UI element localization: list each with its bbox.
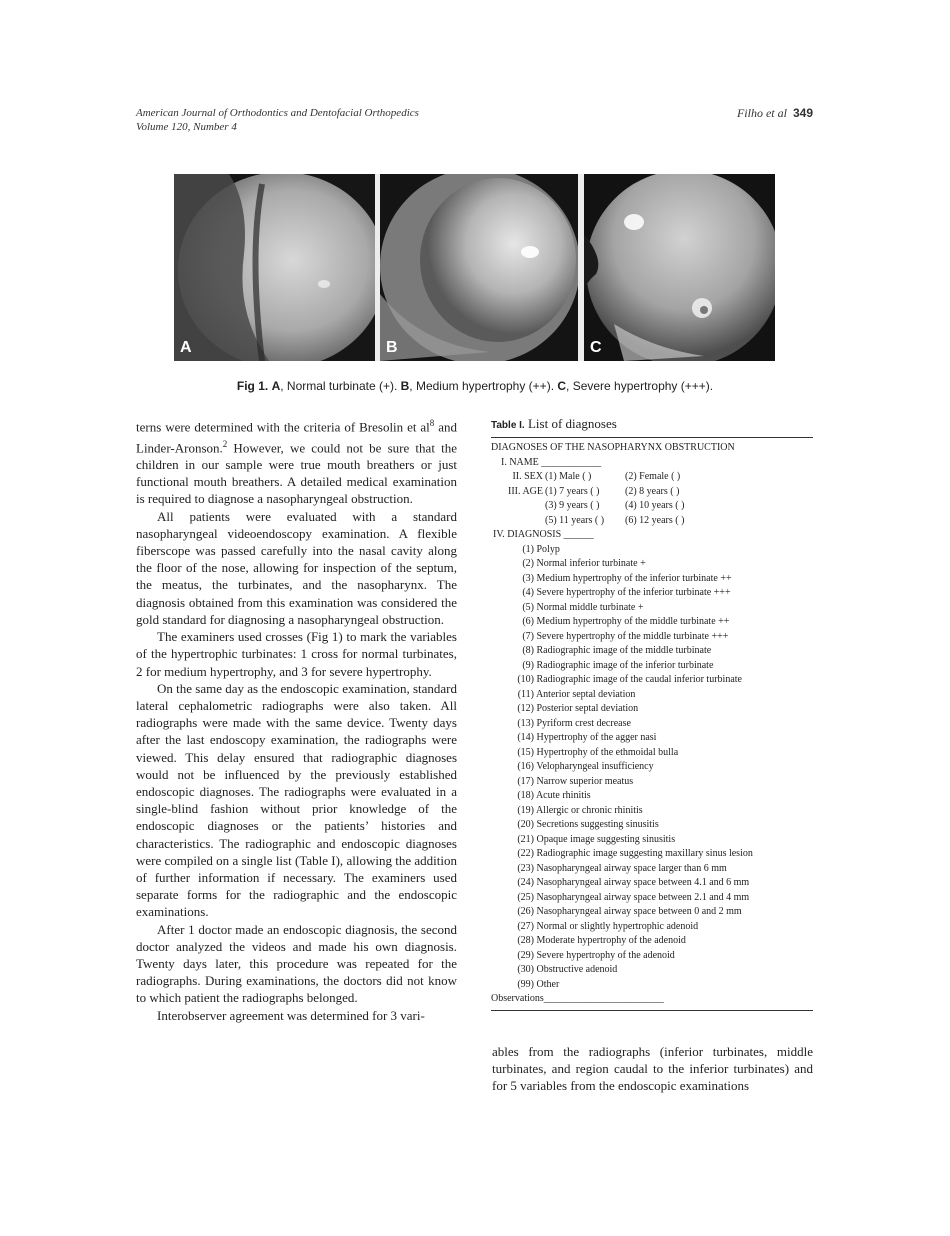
diagnosis-text: Severe hypertrophy of the inferior turbinate +++: [536, 587, 731, 598]
diagnosis-text: Moderate hypertrophy of the adenoid: [536, 935, 686, 946]
diagnosis-text: Medium hypertrophy of the middle turbinate ++: [536, 616, 730, 627]
diagnosis-number: (16): [517, 761, 534, 772]
diagnosis-number: (10): [517, 674, 534, 685]
diagnosis-number: (20): [517, 819, 534, 830]
page-number: 349: [792, 106, 813, 120]
diagnosis-text: Posterior septal deviation: [536, 703, 639, 714]
sex-option-male: (1) Male ( ): [545, 471, 592, 482]
diagnosis-number: (23): [517, 862, 534, 874]
age-row: [491, 514, 813, 529]
paragraph-1-c: However, we could not be sure that the children in our sample were true mouth breathers or just functional mouth breathers. A detailed medical examination is required to diagnose a nasopharyngeal obstruction.: [136, 439, 457, 507]
diagnosis-item: [491, 543, 813, 558]
diagnosis-text: Secretions suggesting sinusitis: [536, 819, 659, 830]
diagnosis-number: (8): [522, 645, 534, 656]
diagnosis-item: [491, 746, 813, 761]
age-option: (5) 11 years ( ): [545, 514, 605, 526]
diagnosis-number: (99): [517, 978, 534, 990]
diagnosis-number: (15): [517, 746, 534, 758]
endoscopy-image-b: [380, 174, 578, 361]
running-header-page: [737, 106, 813, 121]
caption-a-text: , Normal turbinate (+).: [280, 379, 401, 393]
diagnosis-item: [491, 949, 813, 964]
sex-label: II. SEX: [512, 471, 543, 482]
diagnosis-number: (25): [517, 891, 534, 903]
right-column-text: [492, 1043, 813, 1095]
diagnosis-text: Normal or slightly hypertrophic adenoid: [536, 920, 699, 932]
diagnosis-number: (13): [517, 717, 534, 729]
diagnosis-number: (21): [517, 833, 534, 845]
diagnosis-text: Nasopharyngeal airway space between 0 and 2 mm: [536, 906, 742, 917]
table-title-text: List of diagnoses: [527, 416, 617, 431]
caption-label: Fig 1.: [236, 379, 269, 393]
age-option: (4) 10 years ( ): [625, 500, 685, 511]
diagnosis-text: Anterior septal deviation: [535, 688, 636, 700]
sex-option-female: (2) Female ( ): [625, 471, 681, 482]
panel-letter-a: A: [180, 339, 192, 356]
table-bottom-rule: [491, 1010, 813, 1011]
table-1: [491, 416, 813, 1011]
figure-1: [174, 174, 775, 361]
diagnosis-item: [491, 934, 813, 949]
diagnosis-number: (24): [517, 877, 534, 888]
diagnosis-number: (29): [517, 949, 534, 961]
panel-letter-c: C: [590, 339, 602, 356]
diagnosis-text: Radiographic image of the middle turbinate: [536, 645, 712, 656]
paragraph-3: The examiners used crosses (Fig 1) to mark the variables of the hypertrophic turbinates: 1 cross for normal turbinates, 2 for medium hypertrophy, and 3 for severe hypertrophy.: [136, 629, 457, 679]
diagnosis-number: (5): [522, 601, 534, 613]
paragraph-2: All patients were evaluated with a standard nasopharyngeal videoendoscopy examination. A flexible fiberscope was passed carefully into the nasal cavity along the floor of the nose, allowing for inspection of the septum, the meatus, the turbinates, and the nasopharynx. The diagnosis obtained from this examination was considered the gold standard for diagnosing a nasopharyngeal obstruction.: [136, 508, 457, 627]
diagnosis-number: (11): [517, 688, 534, 700]
observations-line: Observations________________________: [491, 993, 664, 1004]
diagnosis-text: Normal middle turbinate +: [536, 601, 644, 613]
journal-title: American Journal of Orthodontics and Dentofacial Orthopedics: [136, 107, 419, 119]
diagnosis-item: [491, 818, 813, 833]
journal-volume: Volume 120, Number 4: [136, 121, 237, 133]
paragraph-6: Interobserver agreement was determined for 3 vari-: [157, 1007, 425, 1023]
diagnosis-list: [491, 543, 813, 993]
diagnosis-text: Normal inferior turbinate +: [536, 558, 646, 569]
diagnosis-text: Severe hypertrophy of the middle turbinate +++: [536, 630, 729, 642]
diagnosis-item: [491, 789, 813, 804]
diagnosis-text: Medium hypertrophy of the inferior turbinate ++: [536, 572, 732, 584]
diagnosis-text: Pyriform crest decrease: [536, 717, 631, 729]
diagnosis-text: Nasopharyngeal airway space larger than 6 mm: [536, 862, 727, 874]
age-row: [491, 485, 813, 500]
diagnosis-item: [491, 586, 813, 601]
diagnosis-text: Acute rhinitis: [535, 790, 591, 801]
age-option: (3) 9 years ( ): [545, 500, 600, 511]
diagnosis-text: Radiographic image of the inferior turbinate: [536, 659, 714, 671]
diagnosis-number: (4): [522, 587, 534, 598]
diagnosis-text: Nasopharyngeal airway space between 4.1 and 6 mm: [536, 877, 750, 888]
paragraph-1: [136, 415, 457, 508]
diagnosis-number: (7): [522, 630, 534, 642]
diagnosis-item: [491, 644, 813, 659]
figure-panel-a: [174, 174, 375, 361]
paragraph-4: On the same day as the endoscopic examination, standard lateral cephalometric radiographs were also taken. All radiographs were made with the same device. Twenty days after the last endoscopy examination, the radiographs were viewed. This delay ensured that radiographic diagnoses would not be influenced by the previously established endoscopic diagnoses. The radiographs were evaluated in a single-blind fashion without prior knowledge of the endoscopic diagnoses or the patients’ histories and characteristics. The radiographic and endoscopic diagnoses were compiled on a single list (Table I), allowing the addition of further information if necessary. The examiners used separate forms for the radiographic and the endoscopic examinations.: [136, 680, 457, 920]
diagnosis-number: (27): [517, 920, 534, 932]
diagnosis-number: (12): [517, 703, 534, 714]
reference-2: 2: [222, 438, 228, 449]
caption-b-text: , Medium hypertrophy (++).: [409, 379, 558, 393]
age-row: [491, 499, 813, 514]
diagnosis-text: Obstructive adenoid: [536, 964, 618, 975]
paragraph-5: After 1 doctor made an endoscopic diagnosis, the second doctor analyzed the videos and made his own diagnosis. Twenty days later, this procedure was repeated for the radiographs. During examinations, the doctors did not know to which patient the radiographs belonged.: [136, 921, 457, 1006]
diagnosis-item: [491, 673, 813, 688]
table-heading: DIAGNOSES OF THE NASOPHARYNX OBSTRUCTION: [491, 442, 735, 453]
diagnosis-number: (6): [522, 616, 534, 627]
diagnosis-item: [491, 905, 813, 920]
diagnosis-text: Nasopharyngeal airway space between 2.1 and 4 mm: [536, 891, 750, 903]
caption-c-text: , Severe hypertrophy (+++).: [566, 379, 714, 393]
diagnosis-text: Hypertrophy of the agger nasi: [536, 732, 657, 743]
endoscopy-image-c: [584, 174, 775, 361]
diagnosis-item: [491, 775, 813, 790]
diagnosis-text: Velopharyngeal insufficiency: [536, 761, 654, 772]
left-column-text: [136, 415, 457, 1024]
diagnosis-number: (2): [522, 558, 534, 569]
diagnosis-item: [491, 920, 813, 935]
age-option: (1) 7 years ( ): [545, 485, 600, 497]
diagnosis-item: [491, 557, 813, 572]
diagnosis-text: Severe hypertrophy of the adenoid: [536, 949, 675, 961]
name-row: I. NAME ____________: [501, 456, 602, 468]
reference-8: 8: [429, 418, 435, 428]
paragraph-1-a: terns were determined with the criteria of Bresolin et al: [136, 419, 430, 435]
diagnosis-item: [491, 659, 813, 674]
diagnosis-text: Opaque image suggesting sinusitis: [536, 833, 676, 845]
figure-caption: [0, 379, 950, 393]
diagnosis-item: [491, 717, 813, 732]
diagnosis-text: Allergic or chronic rhinitis: [535, 804, 643, 816]
diagnosis-number: (14): [517, 732, 534, 743]
diagnosis-number: (9): [522, 659, 534, 671]
panel-letter-b: B: [386, 339, 398, 356]
caption-a-label: A: [271, 379, 281, 393]
diagnosis-number: (18): [517, 790, 534, 801]
author-names: Filho et al: [736, 106, 787, 120]
diagnosis-number: (17): [517, 775, 534, 787]
diagnosis-item: [491, 804, 813, 819]
diagnosis-item: [491, 876, 813, 891]
diagnosis-item: [491, 630, 813, 645]
diagnosis-item: [491, 760, 813, 775]
endoscopy-image-a: [174, 174, 375, 361]
caption-b-label: B: [400, 379, 410, 393]
diagnosis-number: (1): [522, 543, 534, 555]
diagnosis-text: Polyp: [536, 543, 560, 555]
diagnosis-number: (3): [522, 572, 534, 584]
table-title: [491, 416, 813, 432]
diagnosis-item: [491, 891, 813, 906]
diagnosis-item: [491, 978, 813, 993]
diagnosis-item: [491, 572, 813, 587]
age-option: (6) 12 years ( ): [625, 514, 685, 526]
diagnosis-number: (22): [517, 848, 534, 859]
diagnosis-number: (19): [517, 804, 534, 816]
diagnosis-item: [491, 963, 813, 978]
diagnosis-item: [491, 615, 813, 630]
diagnosis-item: [491, 731, 813, 746]
paragraph-1-b: and Linder-Aronson.: [136, 419, 457, 455]
diagnosis-item: [491, 688, 813, 703]
diagnosis-item: [491, 601, 813, 616]
diagnosis-text: Radiographic image suggesting maxillary sinus lesion: [536, 848, 753, 859]
diagnosis-number: (26): [517, 906, 534, 917]
diagnosis-item: [491, 833, 813, 848]
diagnosis-item: [491, 847, 813, 862]
diagnosis-number: (30): [517, 964, 534, 975]
running-header-journal: [136, 106, 419, 134]
diagnosis-text: Narrow superior meatus: [536, 775, 634, 787]
figure-panel-b: [380, 174, 578, 361]
age-option: (2) 8 years ( ): [625, 485, 680, 497]
table-label: Table I.: [491, 420, 525, 431]
figure-panel-c: [584, 174, 775, 361]
diagnosis-number: (28): [517, 935, 534, 946]
diagnosis-text: Hypertrophy of the ethmoidal bulla: [536, 746, 679, 758]
caption-c-label: C: [557, 379, 567, 393]
diagnosis-item: [491, 702, 813, 717]
table-body: [491, 438, 813, 1010]
sex-row: [491, 470, 813, 485]
diagnosis-text: Radiographic image of the caudal inferior turbinate: [536, 674, 742, 685]
paragraph-right-1: ables from the radiographs (inferior turbinates, middle turbinates, and region caudal to the inferior turbinates) and for 5 variables from the endoscopic examinations: [492, 1044, 813, 1094]
diagnosis-text: Other: [536, 978, 560, 990]
age-label: III. AGE: [508, 485, 543, 497]
diagnosis-item: [491, 862, 813, 877]
diagnosis-label: IV. DIAGNOSIS ______: [493, 529, 594, 540]
